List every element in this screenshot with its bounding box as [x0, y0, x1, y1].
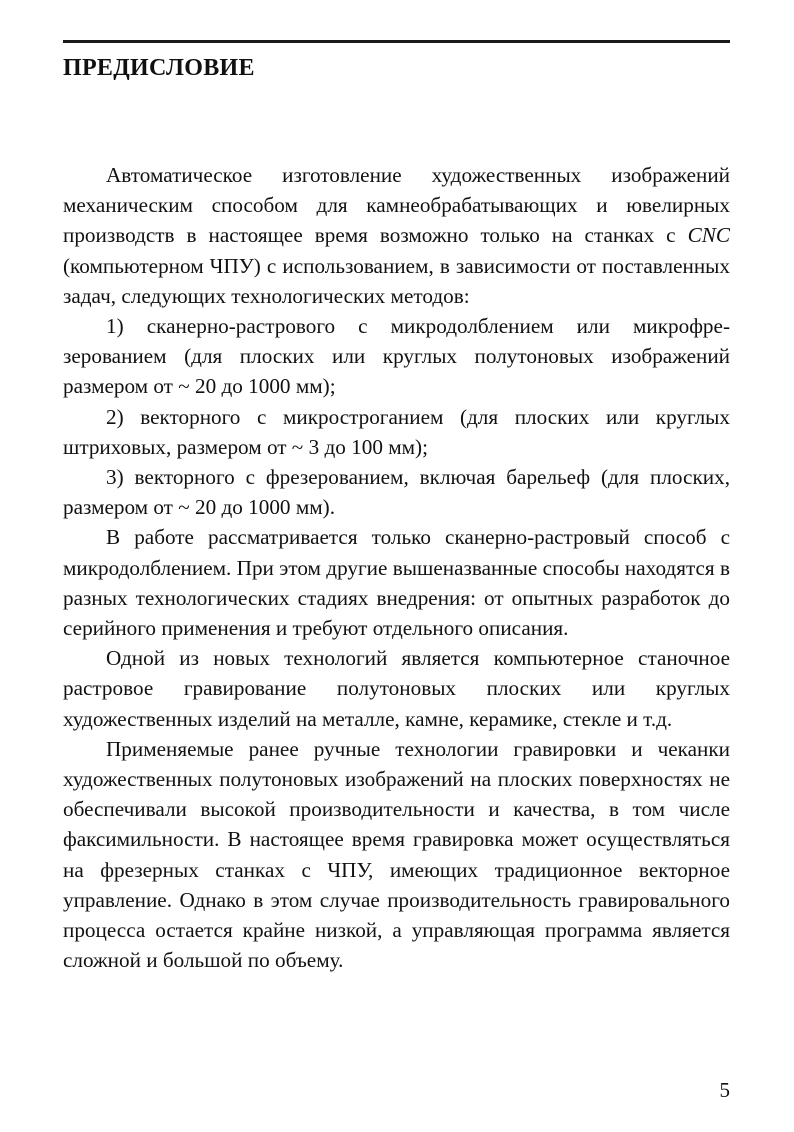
body-text	[63, 160, 730, 975]
page-number: 5	[719, 1078, 730, 1102]
list-item-1: 1) сканерно-растрового с микродолблением или микрофрезерованием (для плоских или круглых полутоновых изображений размером от ~ 20 до 1000 мм);	[63, 314, 730, 399]
list-item-2: 2) векторного с микрострoганием (для плоских или круглых штриховых, размером от ~ 3 до 100 мм);	[63, 404, 730, 459]
list-item-3: 3) векторного с фрезерованием, включая барельеф (для плоских, размером от ~ 20 до 1000 мм).	[63, 465, 730, 520]
top-rule	[63, 40, 730, 43]
paragraph-intro-end: (компьютерном ЧПУ) с использованием, в зависимости от поставленных задач, следующих технологических методов:	[63, 253, 730, 308]
paragraph-scope: В работе рассматривается только сканерно-растровый способ с микродолблением. При этом другие вышеназванные способы находятся в разных технологических стадиях внедрения: от опытных разработок до серийного применения и требуют отдельного описания.	[63, 525, 730, 641]
page-title: ПРЕДИСЛОВИЕ	[63, 55, 255, 81]
paragraph-intro	[63, 160, 730, 311]
paragraph-manual-methods: Применяемые ранее ручные технологии гравировки и чеканки художественных полутоновых изображений на плоских поверхностях не обеспечивали высокой производительности и качества, в том числе факсимильности. В настоящее время гравировка может осуществляться на фрезерных станках с ЧПУ, имеющих традиционное векторное управление. Однако в этом случае производительность гравировального процесса остается крайне низкой, а управляющая программа является сложной и большой по объему.	[63, 736, 730, 973]
paragraph-new-technology: Одной из новых технологий является компьютерное станочное растровое гравирование полутоновых плоских или круглых художественных изделий на металле, камне, керамике, стекле и т.д.	[63, 646, 730, 731]
cnc-term: CNC	[687, 223, 730, 248]
paragraph-intro-start: Автоматическое изготовление художественных изображений механическим способом для камнеобрабатывающих и ювелирных производств в настоящее время возможно только на станках с	[63, 163, 730, 248]
